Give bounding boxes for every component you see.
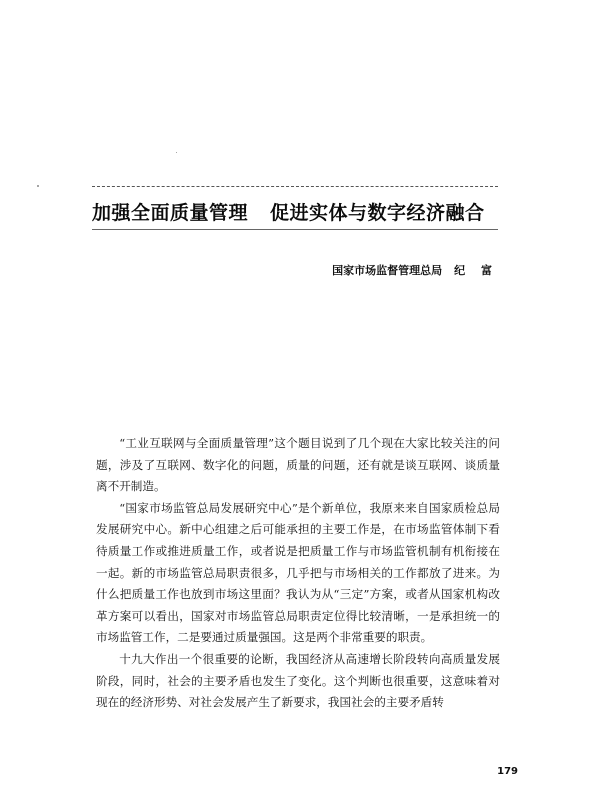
article-body xyxy=(96,433,500,714)
author-affiliation: 国家市场监督管理总局 xyxy=(332,264,443,277)
paragraph-2: “国家市场监管总局发展研究中心”是个新单位，我原来来自国家质检总局发展研究中心。新中心组建之后可能承担的主要工作是，在市场监管体制下看待质量工作或推进质量工作，或者说是把质量工作与市场监管机制有机衔接在一起。新的市场监管总局职责很多，几乎把与市场相关的工作都放了进来。为什么把质量工作也放到市场这里面？我认为从“三定”方案，或者从国家机构改革方案可以看出，国家对市场监管总局职责定位得比较清晰，一是承担统一的市场监管工作，二是要通过质量强国。这是两个非常重要的职责。 xyxy=(96,500,500,645)
author-name: 纪 富 xyxy=(454,264,498,277)
scan-speck xyxy=(176,152,177,153)
paragraph-1: “工业互联网与全面质量管理”这个题目说到了几个现在大家比较关注的问题，涉及了互联网、数字化的问题，质量的问题，还有就是谈互联网、谈质量离不开制造。 xyxy=(96,436,500,494)
scan-speck xyxy=(37,185,39,187)
title-part-2: 促进实体与数字经济融合 xyxy=(270,202,485,224)
title-part-1: 加强全面质量管理 xyxy=(92,202,249,224)
author-line xyxy=(332,262,498,278)
paragraph-3: 十九大作出一个很重要的论断，我国经济从高速增长阶段转向高质量发展阶段，同时，社会的主要矛盾也发生了变化。这个判断也很重要，这意味着对现在的经济形势、对社会发展产生了新要求，我国社会的主要矛盾转 xyxy=(96,651,500,710)
title-bottom-rule xyxy=(92,229,498,230)
article-title xyxy=(92,198,512,225)
page-number: 179 xyxy=(497,766,518,777)
title-top-rule xyxy=(92,186,498,187)
